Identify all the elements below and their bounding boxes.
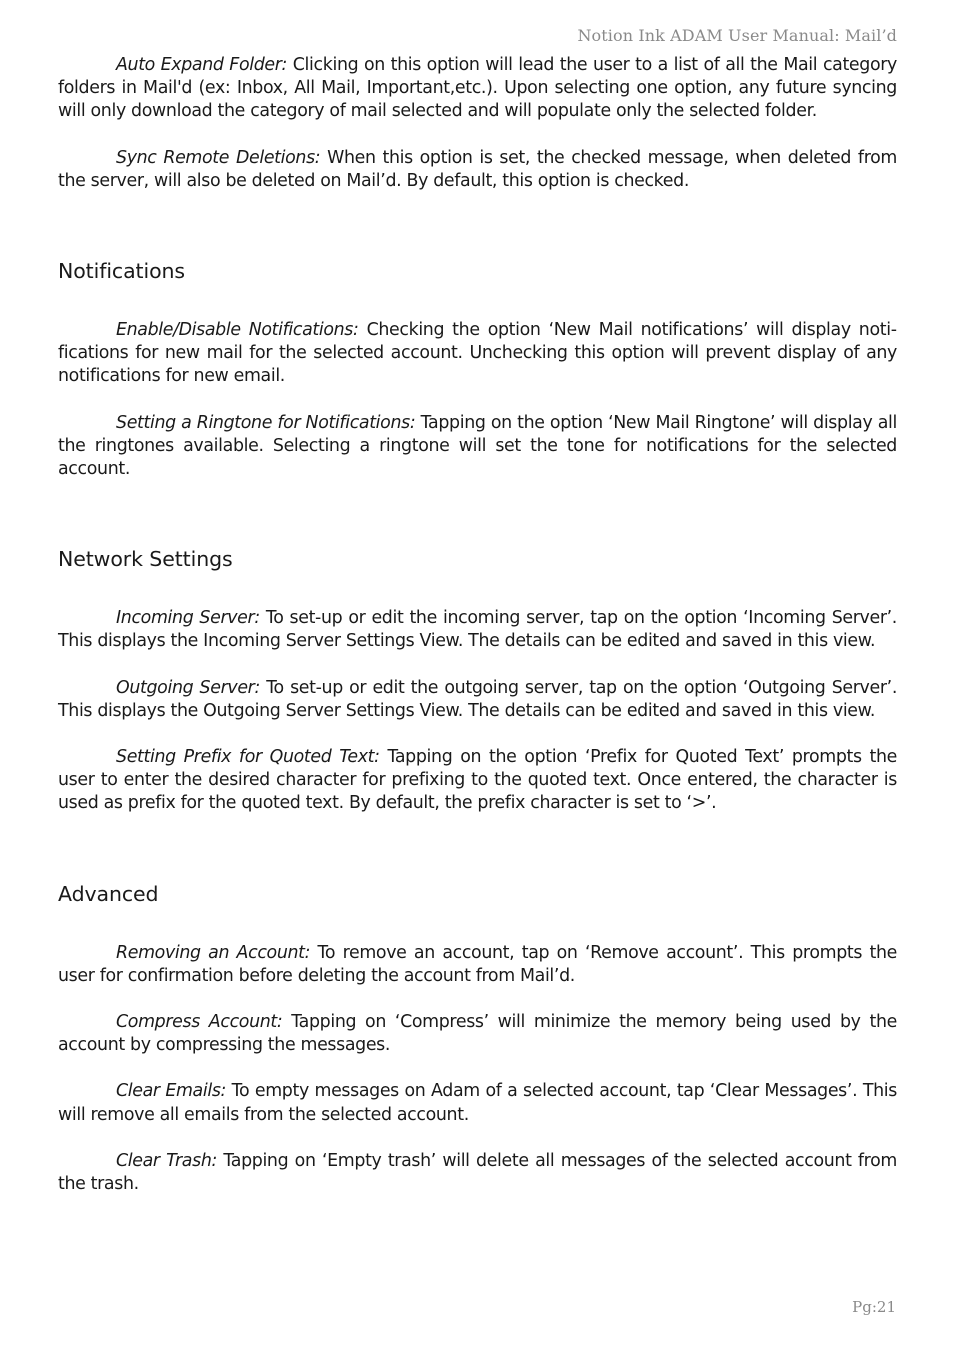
paragraph-text: Tapping on ‘Empty trash’ will delete all messages of the selected account from the trash. [58,1150,897,1195]
term-label: Auto Expand Folder: [116,55,288,75]
term-label: Removing an Account: [116,942,311,963]
paragraph-clear-trash [58,1150,897,1196]
paragraph-removing-account [58,942,897,988]
paragraph-text: To set-up or edit the outgoing server, tap on the option ‘Outgoing Server’. This displays the Outgoing Server Settings View. The details can be edited and saved in this view. [58,677,897,721]
term-label: Compress Account: [116,1012,283,1033]
paragraph-text: When this option is set, the checked message, when deleted from the server, will also be deleted on Mail’d. By default, this option is checked. [58,147,897,191]
paragraph-setting-ringtone [58,412,897,482]
page-number: Pg:21 [852,1298,896,1316]
paragraph-outgoing-server [58,677,897,723]
paragraph-text: Tapping on ‘Compress’ will minimize the memory being used by the account by compressing the messages. [58,1012,897,1056]
term-label: Clear Trash: [116,1150,218,1171]
term-label: Incoming Server: [116,608,260,629]
paragraph-enable-disable-notifications [58,319,897,389]
paragraph-text: To set-up or edit the incoming server, tap on the option ‘Incoming Server’. This displays the Incoming Server Settings View. The details can be edited and saved in this view. [58,608,897,652]
paragraph-prefix-quoted-text [58,746,897,816]
section-heading-advanced: Advanced [58,881,159,906]
term-label: Outgoing Server: [116,677,260,698]
paragraph-text: To remove an account, tap on ‘Remove account’. This prompts the user for confirmation before deleting the account from Mail’d. [58,942,897,986]
paragraph-auto-expand-folder [58,54,897,124]
paragraph-incoming-server [58,607,897,653]
paragraph-text: Checking the option ‘New Mail notifications’ will display notifications for new mail for the selected account. Unchecking this option will prevent display of any notifications for new email. [58,320,897,387]
term-label: Clear Emails: [116,1081,227,1102]
paragraph-text: To empty messages on Adam of a selected account, tap ‘Clear Messages’. This will remove all emails from the selected account. [58,1081,897,1125]
term-label: Enable/Disable Notifications: [116,320,359,341]
running-header: Notion Ink ADAM User Manual: Mail’d [577,26,897,45]
paragraph-clear-emails [58,1080,897,1126]
section-heading-notifications: Notifications [58,259,186,284]
paragraph-sync-remote-deletions [58,147,897,193]
paragraph-compress-account [58,1011,897,1057]
section-heading-network-settings: Network Settings [58,547,233,572]
term-label: Sync Remote Deletions: [116,147,321,168]
term-label: Setting Prefix for Quoted Text: [116,747,380,768]
paragraph-text: Tapping on the option ‘Prefix for Quoted Text’ prompts the user to enter the desired character for prefixing to the quoted text. Once entered, the character is used as prefix for the quoted text. By default, the prefix character is set to ‘>’. [58,747,898,814]
paragraph-text: Tapping on the option ‘New Mail Ringtone’ will display all the ringtones available. Selecting a ringtone will set the tone for notifications for the selected account. [58,412,897,480]
page-content [58,54,897,1196]
paragraph-text: Clicking on this option will lead the user to a list of all the Mail category folders in Mail'd (ex: Inbox, All Mail, Important,etc.). Upon selecting one option, any future syncing will only download the category of mail selected and will populate only the selected folder. [58,55,898,122]
term-label: Setting a Ringtone for Notifications: [116,412,416,433]
